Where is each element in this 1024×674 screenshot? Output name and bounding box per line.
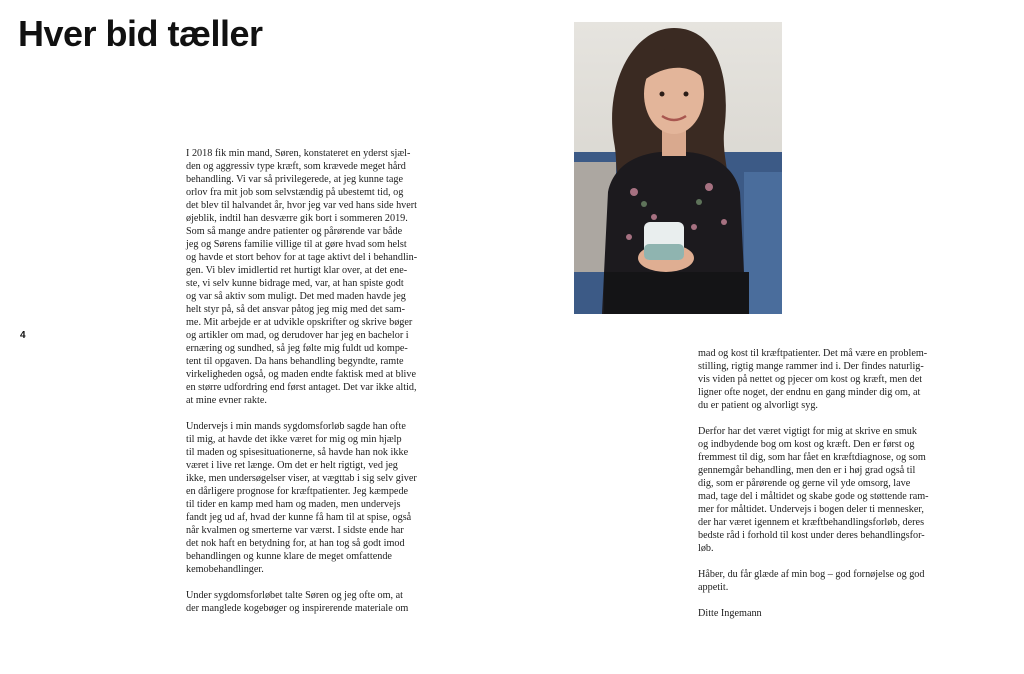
right-text-column (698, 347, 973, 633)
paragraph: Derfor har det været vigtigt for mig at skrive en smuk og indbydende bog om kost og kræft. Den er først og fremmest til dig, som har fået en kræftdiagnose, og som gennemgår behandling, men den er i høj grad også til dig, som er pårørende og gerne vil yde omsorg, lave mad, tage del i måltidet og skabe gode og støttende ram- mer for måltidet. Undervejs i bogen deler ti mennesker, der har været igennem et kræftbehandlingsforløb, deres bedste råd i forhold til kost under deres behandlingsfor- løb. (698, 426, 929, 554)
portrait-illustration (574, 22, 782, 314)
paragraph: I 2018 fik min mand, Søren, konstateret en yderst sjæl- den og aggressiv type kræft, som krævede meget hård behandling. Vi var så privilegerede, at jeg kunne tage orlov fra mit job som selvstændig på ubestemt tid, og det blev til halvandet år, hvor jeg var ved hans side hvert øjeblik, indtil han desværre gik bort i sommeren 2019. Som så mange andre patienter og pårørende var både jeg og Sørens familie villige til at gøre hvad som helst og havde et stort behov for at tage aktivt del i behandlin- gen. Vi blev imidlertid ret hurtigt klar over, at det ene- ste, vi selv kunne bidrage med, var, at han spiste godt og var så aktiv som muligt. Det med maden havde jeg helt styr på, så det ansvar påtog jeg mig med det sam- me. Mit arbejde er at udvikle opskrifter og skrive bøger og artikler om mad, og derudover har jeg en bachelor i ernæring og sundhed, så jeg følte mig fuldt ud kompe- tent til opgaven. Da hans behandling begyndte, ramte virkeligheden også, og maden endte faktisk med at blive en større udfordring end først antaget. Det var ikke altid, at mine evner rakte. (186, 148, 418, 406)
page-number: 4 (20, 330, 26, 341)
paragraph: Håber, du får glæde af min bog – god fornøjelse og god appetit. (698, 569, 925, 593)
sofa-cushion (744, 172, 782, 314)
pants (604, 272, 749, 314)
paragraph: mad og kost til kræftpatienter. Det må være en problem- stilling, rigtig mange rammer ind i. Der findes naturlig- vis viden på nettet og pjecer om kost og kræft, men det ligner ofte noget, der endnu en gang minder dig om, at du er patient og alvorligt syg. (698, 348, 928, 411)
left-text-column (186, 147, 466, 628)
author-portrait-photo (574, 22, 782, 314)
paragraph: Undervejs i min mands sygdomsforløb sagde han ofte til mig, at havde det ikke været for mig og min hjælp til maden og spisesituationerne, så havde han nok ikke været i live ret længe. Om det er helt rigtigt, ved jeg ikke, men undersøgelser viser, at vægttab i sig selv giver en dårligere prognose for kræftpatienter. Jeg kæmpede til tider en kamp med ham og maden, men undervejs fandt jeg ud af, hvad der kunne få ham til at spise, også når kvalmen og smerterne var værst. I sidste ende har det nok haft en betydning for, at han tog så godt imod behandlingen og kunne klare de meget omfattende kemobehandlinger. (186, 421, 417, 575)
page-title: Hver bid tæller (18, 13, 263, 54)
author-signature: Ditte Ingemann (698, 608, 762, 619)
paragraph: Under sygdomsforløbet talte Søren og jeg ofte om, at der manglede kogebøger og inspirerende materiale om (186, 590, 409, 614)
